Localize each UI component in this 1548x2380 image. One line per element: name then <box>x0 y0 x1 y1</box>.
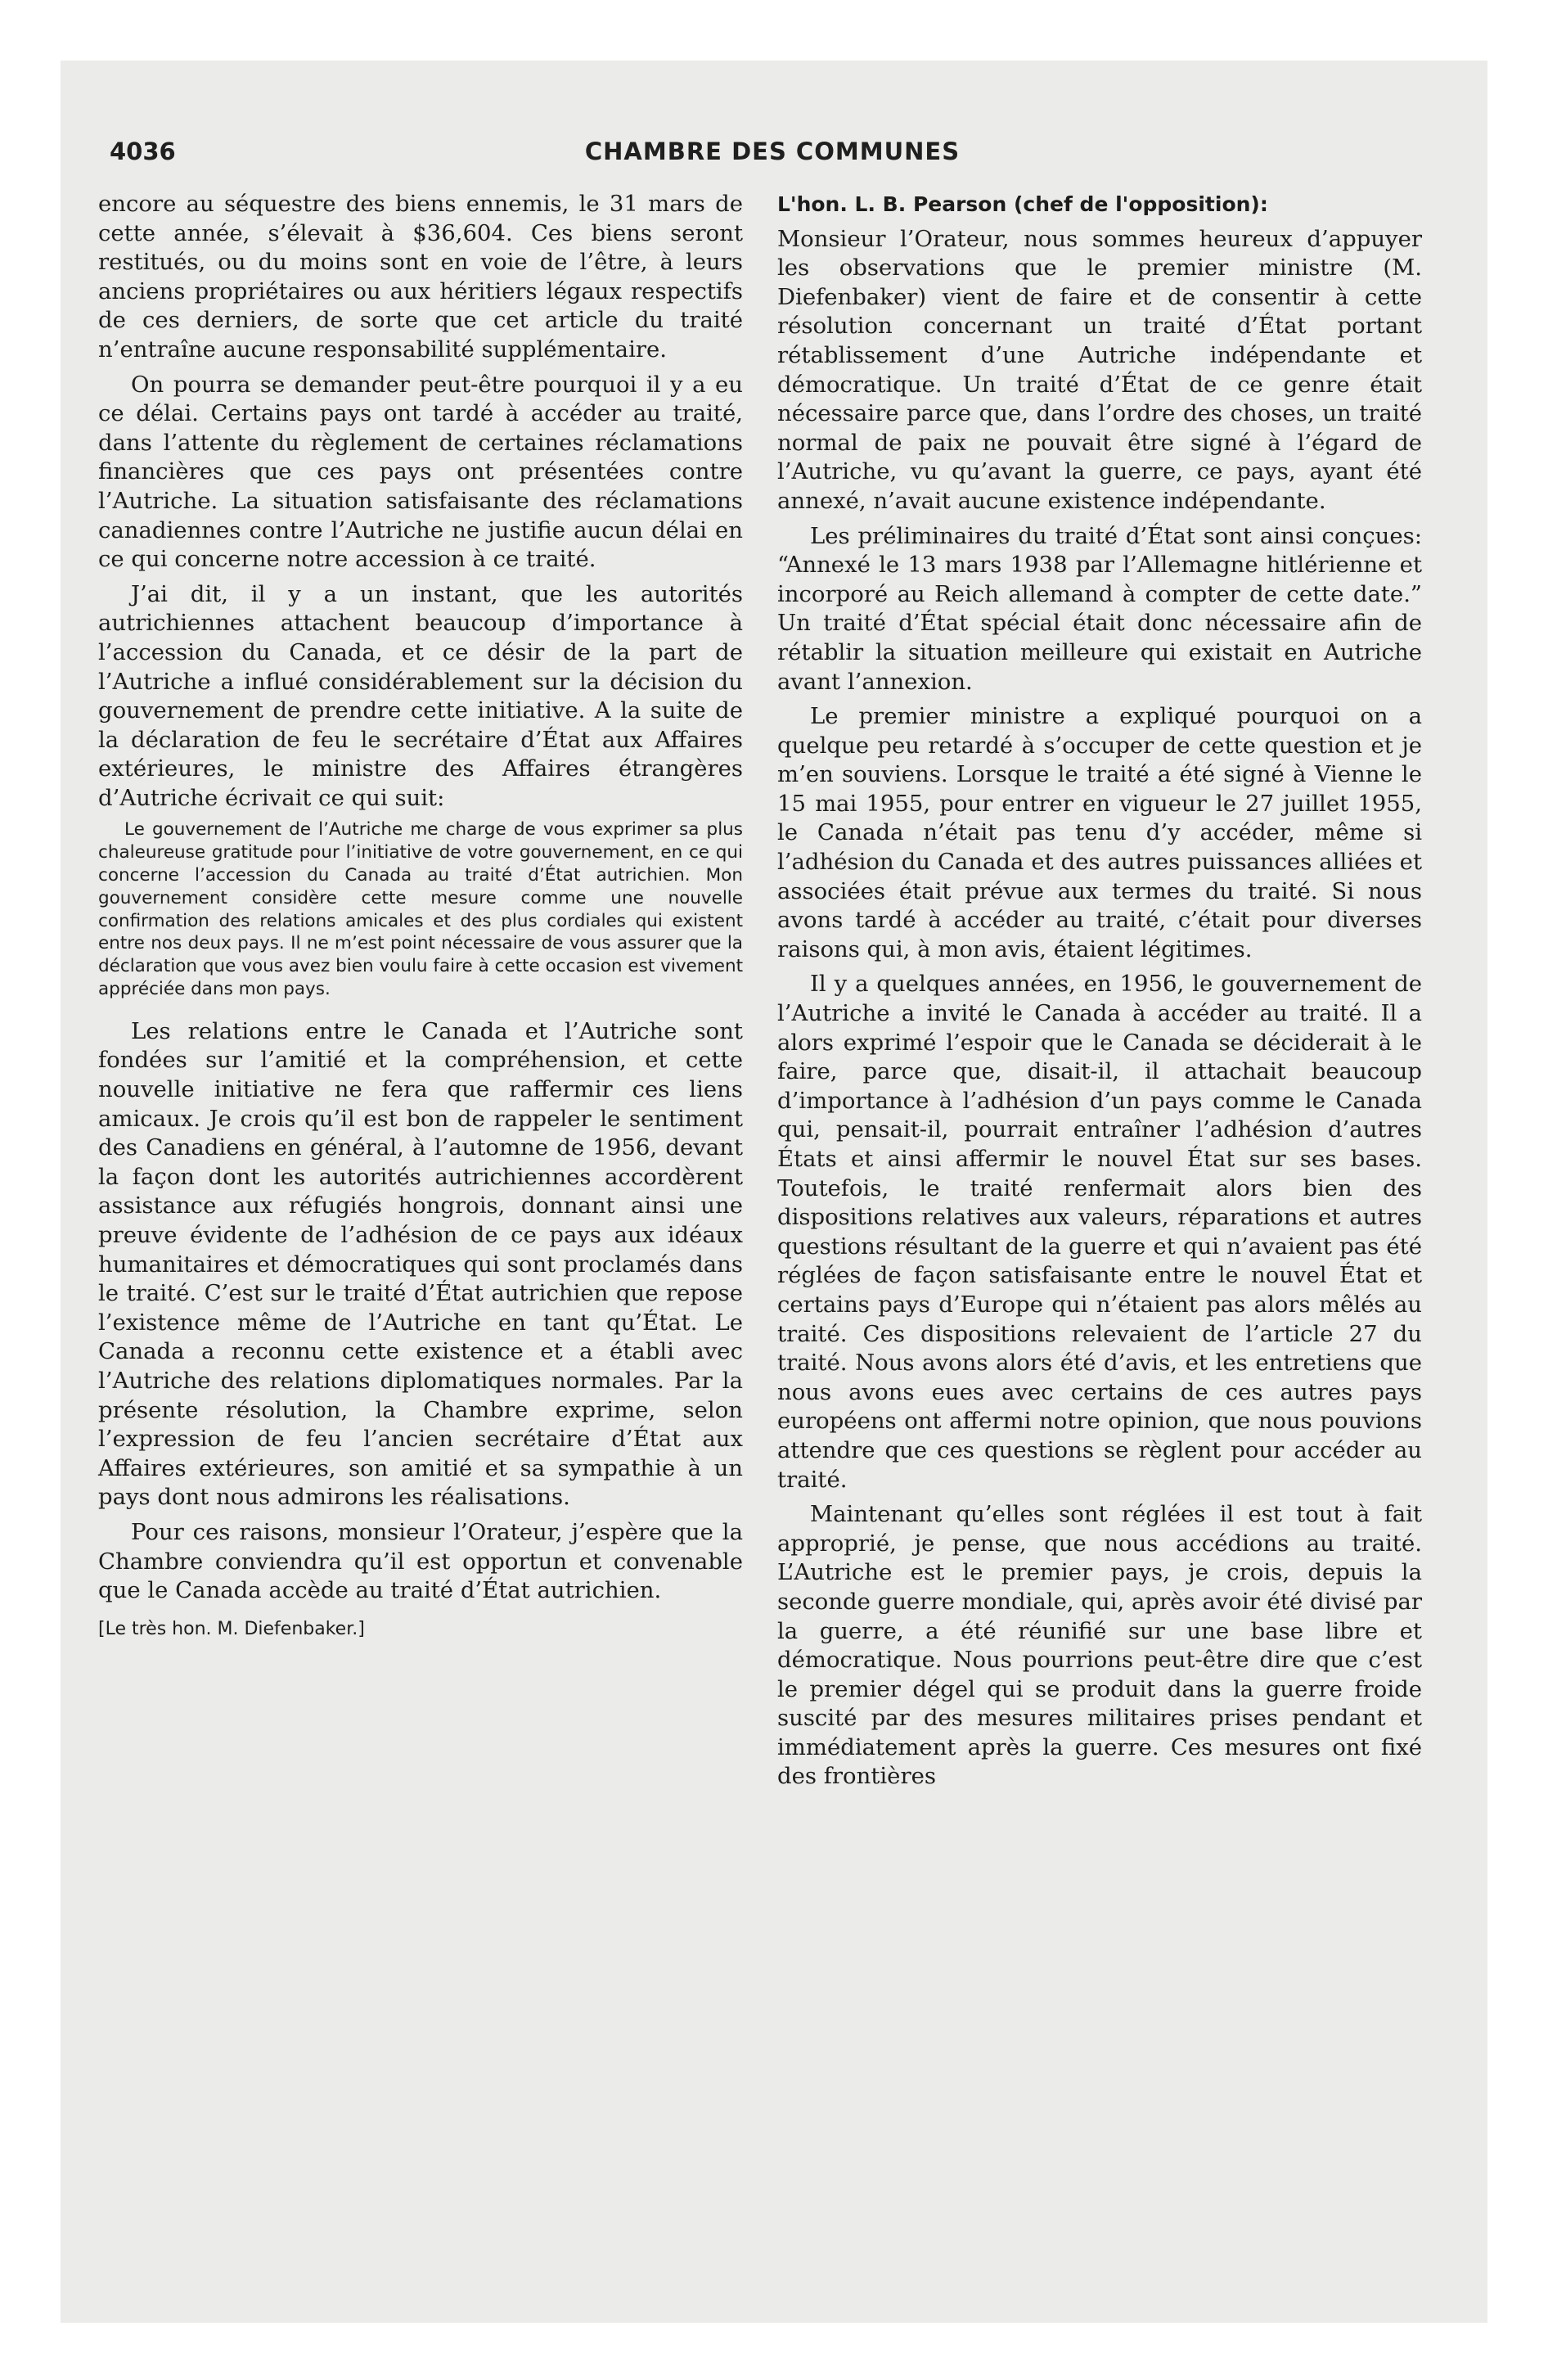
running-head: CHAMBRE DES COMMUNES <box>584 137 961 165</box>
paragraph: On pourra se demander peut-être pourquoi il y a eu ce délai. Certains pays ont tardé à accéder au traité, dans l’attente du règlement de certaines réclamations financières que ces pays ont présentées contre l’Autriche. La situation satisfaisante des réclamations canadiennes contre l’Autriche ne justifie aucun délai en ce qui concerne notre accession à ce traité. <box>98 371 743 573</box>
paragraph: Monsieur l’Orateur, nous sommes heureux d’appuyer les observations que le premier ministre (M. Diefenbaker) vient de faire et de consentir à cette résolution concernant un traité d’État portant rétablissement d’une Autriche indépendante et démocratique. Un traité d’État de ce genre était nécessaire parce que, dans l’ordre des choses, un traité normal de paix ne pouvait être signé à l’égard de l’Autriche, vu qu’avant la guerre, ce pays, ayant été annexé, n’avait aucune existence indépendante. <box>777 225 1422 514</box>
paragraph: Pour ces raisons, monsieur l’Orateur, j’espère que la Chambre conviendra qu’il est opportun et convenable que le Canada accède au traité d’État autrichien. <box>98 1518 743 1604</box>
right-column <box>777 190 1422 1797</box>
speaker-line <box>777 190 1422 219</box>
paragraph: Les relations entre le Canada et l’Autriche sont fondées sur l’amitié et la compréhension, et cette nouvelle initiative ne fera que raffermir ces liens amicaux. Je crois qu’il est bon de rappeler le sentiment des Canadiens en général, à l’automne de 1956, devant la façon dont les autorités autrichiennes accordèrent assistance aux réfugiés hongrois, donnant ainsi une preuve évidente de l’adhésion de ce pays aux idéaux humanitaires et démocratiques qui sont proclamés dans le traité. C’est sur le traité d’État autrichien que repose l’existence même de l’Autriche en tant qu’État. Le Canada a reconnu cette existence et a établi avec l’Autriche des relations diplomatiques normales. Par la présente résolution, la Chambre exprime, selon l’expression de feu l’ancien secrétaire d’État aux Affaires extérieures, son amitié et sa sympathie à un pays dont nous admirons les réalisations. <box>98 1017 743 1511</box>
paragraph: J’ai dit, il y a un instant, que les autorités autrichiennes attachent beaucoup d’importance à l’accession du Canada, et ce désir de la part de l’Autriche a influé considérablement sur la décision du gouvernement de prendre cette initiative. A la suite de la déclaration de feu le secrétaire d’État aux Affaires extérieures, le ministre des Affaires étrangères d’Autriche écrivait ce qui suit: <box>98 580 743 811</box>
paragraph: Maintenant qu’elles sont réglées il est tout à fait approprié, je pense, que nous accédions au traité. L’Autriche est le premier pays, je crois, depuis la seconde guerre mondiale, qui, après avoir été divisé par la guerre, a été réunifié sur une base libre et démocratique. Nous pourrions peut-être dire que c’est le premier dégel qui se produit dans la guerre froide suscité par des mesures militaires prises pendant et immédiatement après la guerre. Ces mesures ont fixé des frontières <box>777 1501 1422 1790</box>
block-quote: Le gouvernement de l’Autriche me charge de vous exprimer sa plus chaleureuse gratitude pour l’initiative de votre gouvernement, en ce qui concerne l’accession du Canada au traité d’État autrichien. Mon gouvernement considère cette mesure comme une nouvelle confirmation des relations amicales et des plus cordiales qui existent entre nos deux pays. Il ne m’est point nécessaire de vous assurer que la déclaration que vous avez bien voulu faire à cette occasion est vivement appréciée dans mon pays. <box>98 819 743 1000</box>
left-column <box>98 190 743 1648</box>
paragraph: encore au séquestre des biens ennemis, le 31 mars de cette année, s’élevait à $36,604. Ces biens seront restitués, ou du moins sont en voie de l’être, à leurs anciens propriétaires ou aux héritiers légaux respectifs de ces derniers, de sorte que cet article du traité n’entraîne aucune responsabilité supplémentaire. <box>98 191 743 363</box>
paragraph: Il y a quelques années, en 1956, le gouvernement de l’Autriche a invité le Canada à accéder au traité. Il a alors exprimé l’espoir que le Canada se déciderait à le faire, parce que, disait-il, il attachait beaucoup d’importance à l’adhésion d’un pays comme le Canada qui, pensait-il, pourrait entraîner l’adhésion d’autres États et ainsi affermir le nouvel État sur ses bases. Toutefois, le traité renfermait alors bien des dispositions relatives aux valeurs, réparations et autres questions résultant de la guerre et qui n’avaient pas été réglées de façon satisfaisante entre le nouvel État et certains pays d’Europe qui n’étaient pas alors mêlés au traité. Ces dispositions relevaient de l’article 27 du traité. Nous avons alors été d’avis, et les entretiens que nous avons eues avec certains de ces autres pays européens ont affermi notre opinion, que nous pouvions attendre que ces questions se règlent pour accéder au traité. <box>777 971 1422 1493</box>
speaker-name: L'hon. L. B. Pearson (chef de l'opposition): <box>777 192 1268 216</box>
paragraph: Les préliminaires du traité d’État sont ainsi conçues: “Annexé le 13 mars 1938 par l’Allemagne hitlérienne et incorporé au Reich allemand à compter de cette date.” Un traité d’État spécial était donc nécessaire afin de rétablir la situation meilleure qui existait en Autriche avant l’annexion. <box>777 522 1422 695</box>
page-header <box>110 137 1435 178</box>
speaker-attribution: [Le très hon. M. Diefenbaker.] <box>98 1618 365 1639</box>
page-number: 4036 <box>110 137 176 165</box>
paragraph: Le premier ministre a expliqué pourquoi on a quelque peu retardé à s’occuper de cette question et je m’en souviens. Lorsque le traité a été signé à Vienne le 15 mai 1955, pour entrer en vigueur le 27 juillet 1955, le Canada n’était pas tenu d’y accéder, même si l’adhésion du Canada et des autres puissances alliées et associées était prévue aux termes du traité. Si nous avons tardé à accéder au traité, c’était pour diverses raisons qui, à mon avis, étaient légitimes. <box>777 703 1422 962</box>
